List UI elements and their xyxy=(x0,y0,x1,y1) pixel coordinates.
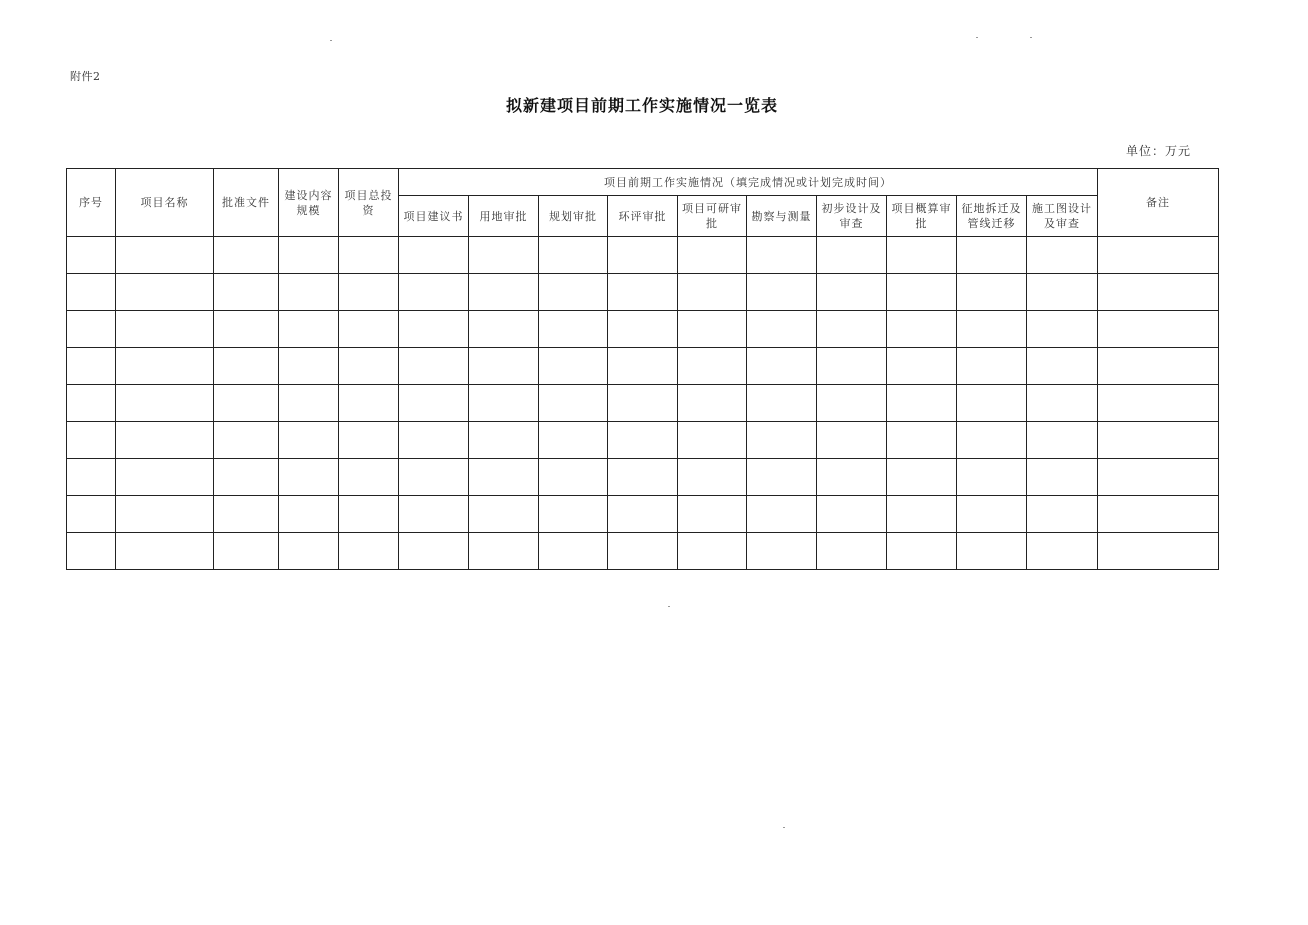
header-group-progress: 项目前期工作实施情况（填完成情况或计划完成时间） xyxy=(399,169,1098,196)
table-cell xyxy=(747,422,817,459)
table-cell xyxy=(608,311,678,348)
table-row xyxy=(67,348,1219,385)
table-cell xyxy=(539,422,608,459)
table-cell xyxy=(214,274,279,311)
table-cell xyxy=(116,311,214,348)
table-cell xyxy=(116,533,214,570)
table-cell xyxy=(608,348,678,385)
table-cell xyxy=(399,237,469,274)
table-cell xyxy=(1027,459,1098,496)
table-cell xyxy=(678,348,747,385)
table-cell xyxy=(957,237,1027,274)
table-cell xyxy=(399,348,469,385)
table-cell xyxy=(887,459,957,496)
header-sub-relocation: 征地拆迁及管线迁移 xyxy=(957,196,1027,237)
header-sub-land: 用地审批 xyxy=(469,196,539,237)
table-cell xyxy=(747,385,817,422)
table-cell xyxy=(214,459,279,496)
table-cell xyxy=(279,274,339,311)
table-cell xyxy=(957,348,1027,385)
table-cell xyxy=(67,385,116,422)
table-cell xyxy=(214,422,279,459)
page-title: 拟新建项目前期工作实施情况一览表 xyxy=(505,96,778,115)
table-cell xyxy=(678,533,747,570)
table-cell xyxy=(469,237,539,274)
table-cell xyxy=(469,459,539,496)
table-cell xyxy=(279,496,339,533)
table-cell xyxy=(1027,274,1098,311)
table-cell xyxy=(1098,496,1219,533)
table-cell xyxy=(339,496,399,533)
scan-speck xyxy=(668,606,670,607)
table-cell xyxy=(608,385,678,422)
table-cell xyxy=(67,311,116,348)
scan-speck xyxy=(330,40,332,41)
table-cell xyxy=(817,311,887,348)
table-cell xyxy=(399,274,469,311)
header-remark: 备注 xyxy=(1098,169,1219,237)
table-cell xyxy=(957,274,1027,311)
table-cell xyxy=(957,311,1027,348)
table-cell xyxy=(747,274,817,311)
table-cell xyxy=(608,237,678,274)
table-cell xyxy=(747,533,817,570)
table-cell xyxy=(399,533,469,570)
table-cell xyxy=(817,348,887,385)
table-cell xyxy=(116,237,214,274)
table-cell xyxy=(279,348,339,385)
table-cell xyxy=(67,422,116,459)
table-cell xyxy=(214,533,279,570)
table-row xyxy=(67,274,1219,311)
table-cell xyxy=(214,496,279,533)
table-row xyxy=(67,533,1219,570)
table-cell xyxy=(1027,237,1098,274)
table-cell xyxy=(817,459,887,496)
table-cell xyxy=(279,237,339,274)
table-cell xyxy=(399,459,469,496)
table-cell xyxy=(678,422,747,459)
table-cell xyxy=(339,422,399,459)
table-row xyxy=(67,237,1219,274)
project-table xyxy=(66,168,1219,570)
table-cell xyxy=(539,385,608,422)
table-cell xyxy=(67,348,116,385)
table-cell xyxy=(887,348,957,385)
header-sub-feasibility: 项目可研审批 xyxy=(678,196,747,237)
table-cell xyxy=(279,311,339,348)
attachment-label: 附件2 xyxy=(70,70,101,83)
table-cell xyxy=(469,348,539,385)
table-cell xyxy=(469,496,539,533)
table-cell xyxy=(817,237,887,274)
table-cell xyxy=(279,533,339,570)
table-cell xyxy=(887,533,957,570)
table-cell xyxy=(279,422,339,459)
table-cell xyxy=(608,274,678,311)
table-cell xyxy=(1098,274,1219,311)
header-sub-budget: 项目概算审批 xyxy=(887,196,957,237)
table-cell xyxy=(539,237,608,274)
table-cell xyxy=(116,385,214,422)
table-cell xyxy=(1098,385,1219,422)
header-project-name: 项目名称 xyxy=(116,169,214,237)
table-row xyxy=(67,496,1219,533)
table-cell xyxy=(1098,459,1219,496)
table-cell xyxy=(116,348,214,385)
header-sub-planning: 规划审批 xyxy=(539,196,608,237)
table-cell xyxy=(116,459,214,496)
table-cell xyxy=(887,422,957,459)
table-cell xyxy=(1098,311,1219,348)
header-sub-eia: 环评审批 xyxy=(608,196,678,237)
table-cell xyxy=(1098,533,1219,570)
table-cell xyxy=(67,533,116,570)
table-cell xyxy=(539,311,608,348)
table-cell xyxy=(279,385,339,422)
header-row-1 xyxy=(67,169,1219,196)
table-cell xyxy=(116,496,214,533)
table-cell xyxy=(1027,348,1098,385)
table-cell xyxy=(469,385,539,422)
table-cell xyxy=(817,422,887,459)
table-cell xyxy=(887,496,957,533)
table-row xyxy=(67,385,1219,422)
table-cell xyxy=(608,496,678,533)
table-cell xyxy=(1027,311,1098,348)
table-cell xyxy=(747,496,817,533)
table-cell xyxy=(817,496,887,533)
table-cell xyxy=(214,385,279,422)
table-cell xyxy=(399,385,469,422)
table-cell xyxy=(887,237,957,274)
table-cell xyxy=(887,311,957,348)
table-cell xyxy=(817,385,887,422)
table-cell xyxy=(116,422,214,459)
table-cell xyxy=(214,311,279,348)
header-sub-prelim-design: 初步设计及审查 xyxy=(817,196,887,237)
header-sub-proposal: 项目建议书 xyxy=(399,196,469,237)
table-cell xyxy=(957,422,1027,459)
table-cell xyxy=(469,311,539,348)
table-cell xyxy=(339,237,399,274)
table-cell xyxy=(67,237,116,274)
table-cell xyxy=(399,311,469,348)
table-cell xyxy=(116,274,214,311)
table-cell xyxy=(608,533,678,570)
header-total-investment: 项目总投资 xyxy=(339,169,399,237)
table-cell xyxy=(469,422,539,459)
table-cell xyxy=(817,274,887,311)
table-cell xyxy=(67,459,116,496)
table-row xyxy=(67,311,1219,348)
table-cell xyxy=(747,237,817,274)
table-cell xyxy=(678,459,747,496)
table-cell xyxy=(539,496,608,533)
table-cell xyxy=(339,385,399,422)
table-cell xyxy=(67,274,116,311)
table-cell xyxy=(1098,348,1219,385)
table-cell xyxy=(887,274,957,311)
table-cell xyxy=(399,422,469,459)
table-cell xyxy=(678,311,747,348)
table-cell xyxy=(817,533,887,570)
table-cell xyxy=(1027,533,1098,570)
table-row xyxy=(67,422,1219,459)
table-cell xyxy=(279,459,339,496)
table-cell xyxy=(747,348,817,385)
table-row xyxy=(67,459,1219,496)
scan-speck xyxy=(976,37,978,38)
table-cell xyxy=(214,348,279,385)
table-cell xyxy=(678,385,747,422)
table-cell xyxy=(747,311,817,348)
table-cell xyxy=(678,274,747,311)
table-cell xyxy=(539,533,608,570)
table-cell xyxy=(339,274,399,311)
table-cell xyxy=(957,385,1027,422)
table-cell xyxy=(1098,237,1219,274)
table-cell xyxy=(399,496,469,533)
table-cell xyxy=(1027,385,1098,422)
table-cell xyxy=(608,422,678,459)
table-cell xyxy=(957,496,1027,533)
table-cell xyxy=(339,348,399,385)
table-cell xyxy=(469,274,539,311)
table-cell xyxy=(539,274,608,311)
unit-label: 单位：万元 xyxy=(1126,144,1192,158)
table-cell xyxy=(1098,422,1219,459)
table-cell xyxy=(339,459,399,496)
table-cell xyxy=(747,459,817,496)
header-content-scale: 建设内容规模 xyxy=(279,169,339,237)
table-cell xyxy=(339,533,399,570)
table-cell xyxy=(678,237,747,274)
scan-speck xyxy=(783,827,785,828)
scan-speck xyxy=(1030,37,1032,38)
table-cell xyxy=(214,237,279,274)
table-cell xyxy=(339,311,399,348)
table-cell xyxy=(539,348,608,385)
table-cell xyxy=(957,459,1027,496)
table-cell xyxy=(887,385,957,422)
table-cell xyxy=(957,533,1027,570)
table-cell xyxy=(539,459,608,496)
table-cell xyxy=(67,496,116,533)
table-cell xyxy=(469,533,539,570)
header-approval-doc: 批准文件 xyxy=(214,169,279,237)
header-sub-construction-drawing: 施工图设计及审查 xyxy=(1027,196,1098,237)
header-seq: 序号 xyxy=(67,169,116,237)
table-cell xyxy=(678,496,747,533)
table-cell xyxy=(1027,496,1098,533)
table-cell xyxy=(608,459,678,496)
header-sub-survey: 勘察与测量 xyxy=(747,196,817,237)
table-cell xyxy=(1027,422,1098,459)
